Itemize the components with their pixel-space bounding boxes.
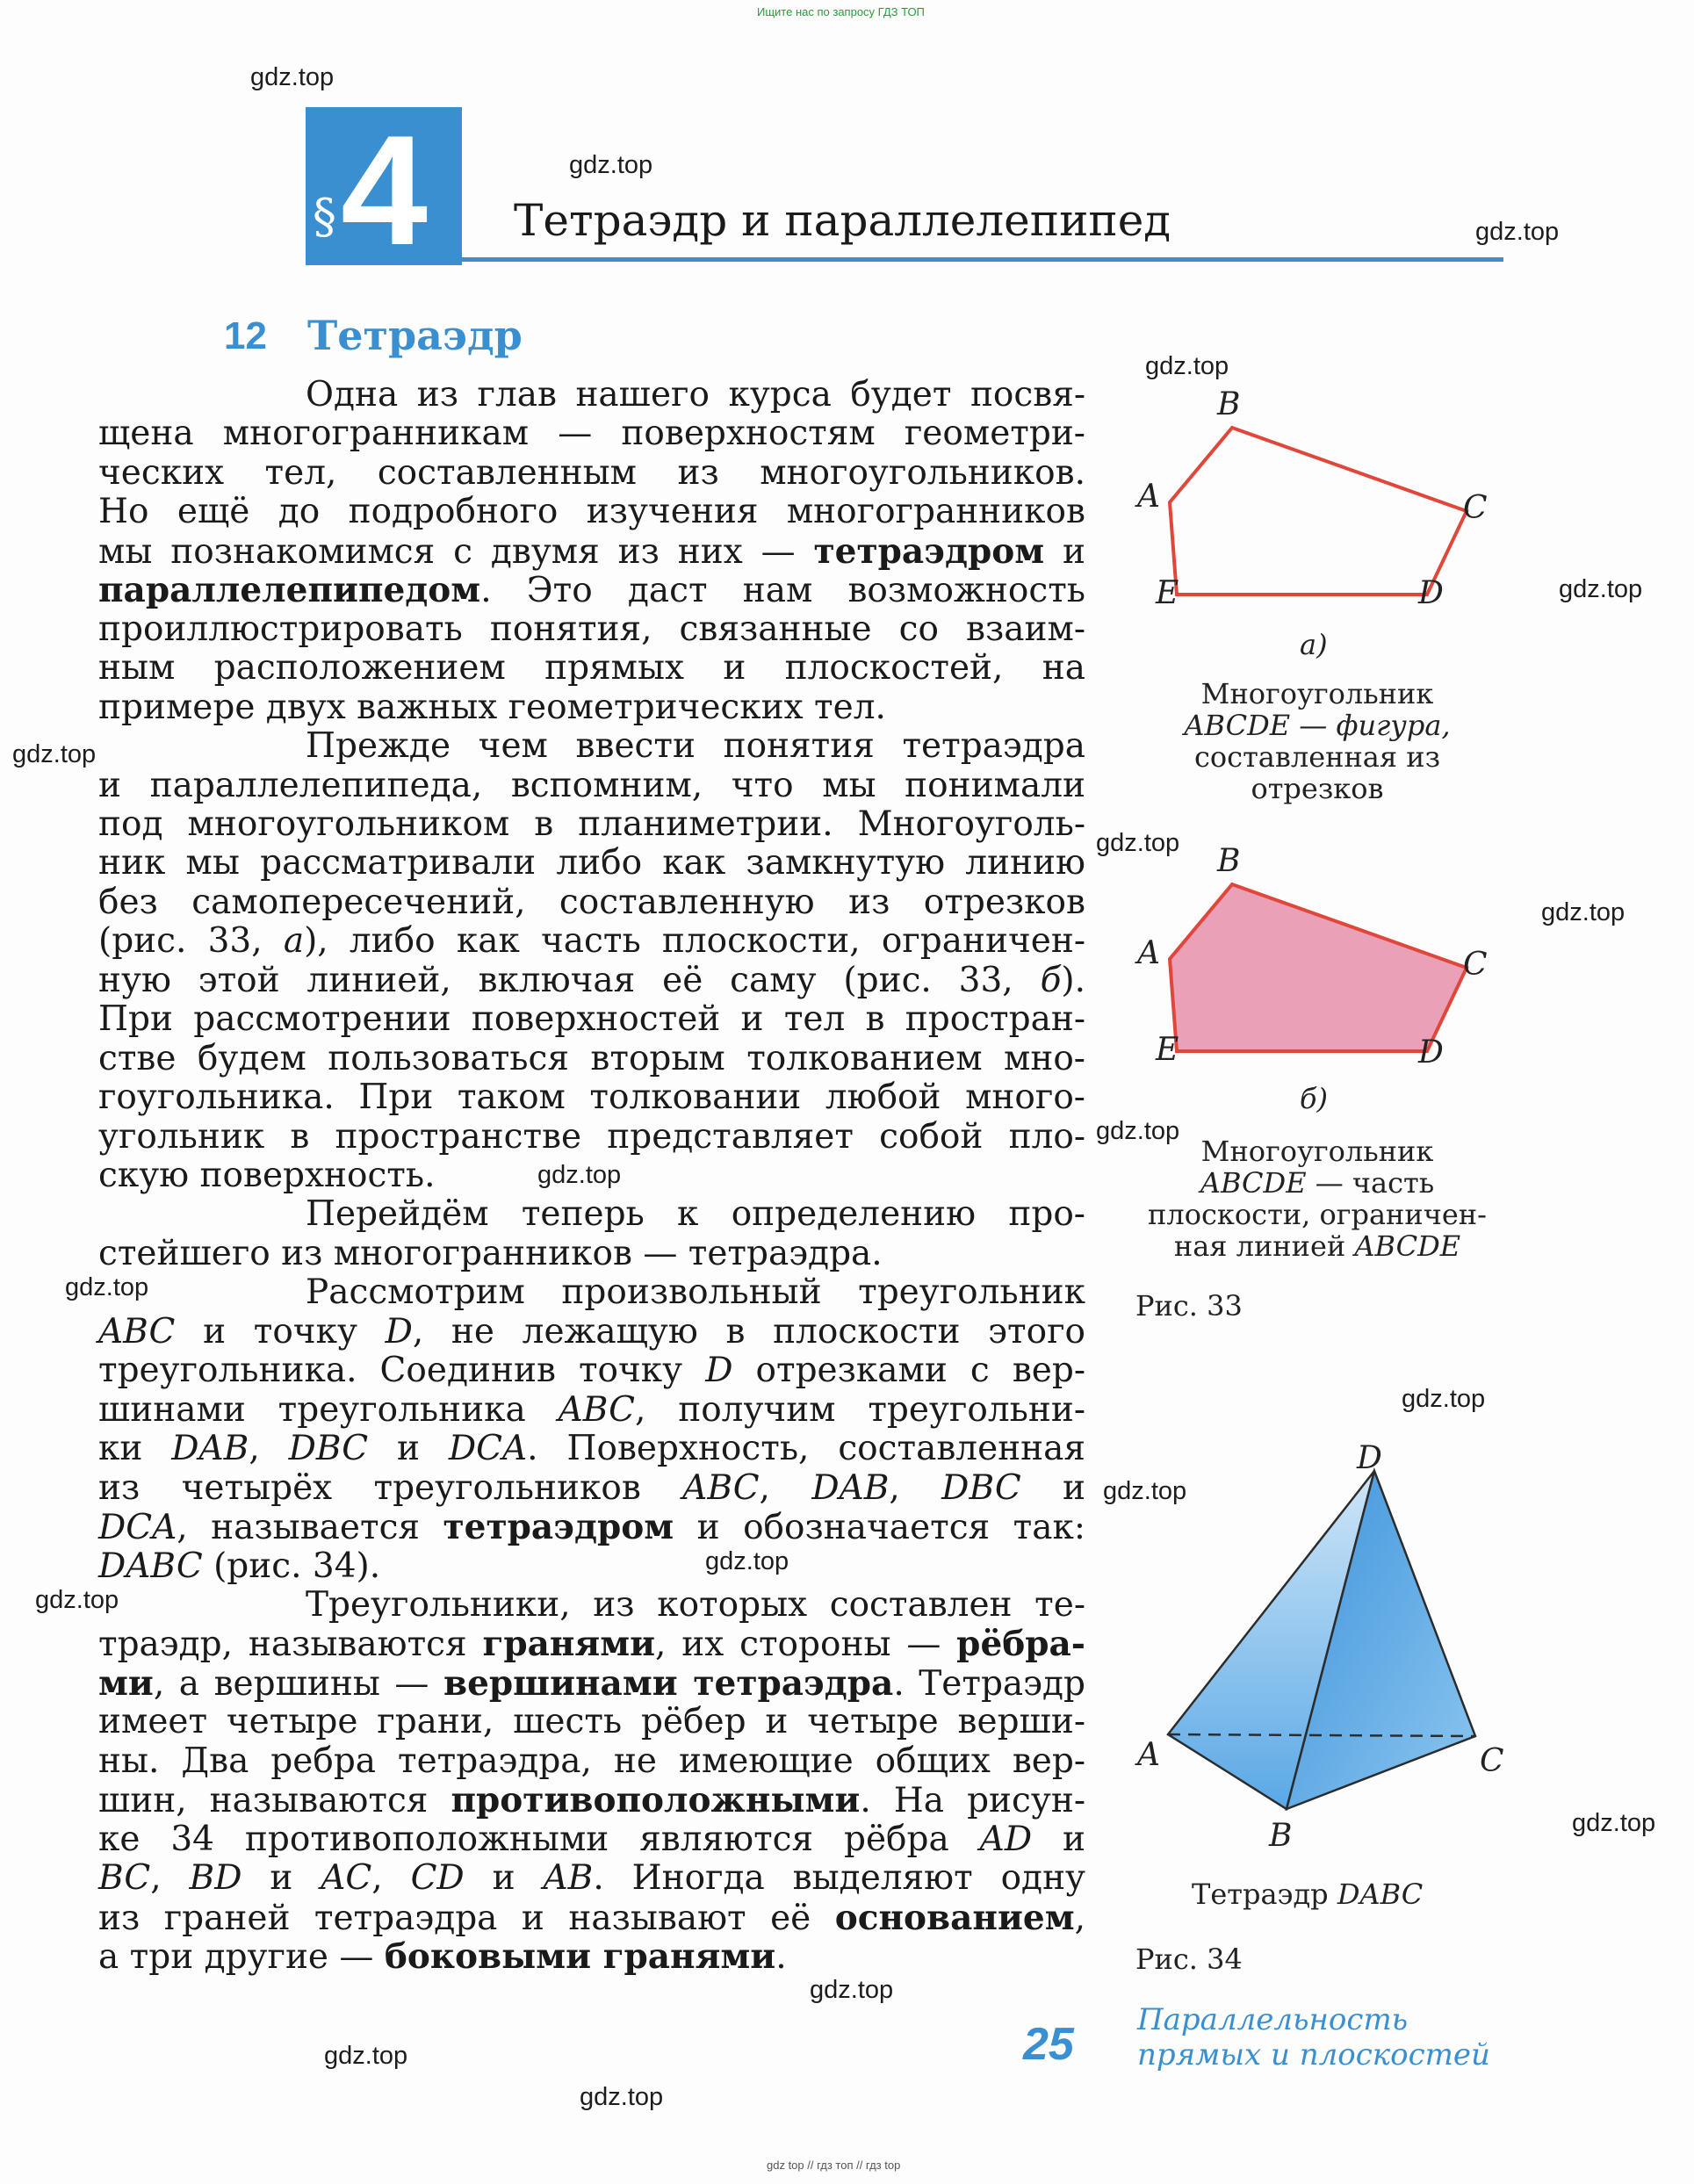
body-text-line xyxy=(98,1000,1085,1039)
section-title: Тетраэдр xyxy=(307,312,523,359)
body-text-line xyxy=(98,1235,1085,1273)
vertex-label-a: A xyxy=(1137,479,1160,515)
page-number: 25 xyxy=(1023,2019,1074,2070)
body-text-run: и xyxy=(241,1858,321,1899)
body-text-run: ABC xyxy=(682,1467,760,1508)
body-text-run: , xyxy=(150,1858,190,1899)
body-text-run: основанием xyxy=(834,1897,1075,1938)
figure-33b-caption: Многоугольник ABCDE — часть плоскости, ограничен- ная линией ABCDE xyxy=(1148,1135,1487,1263)
vertex-label-c: C xyxy=(1463,490,1488,526)
body-text-run: вершинами тетраэдра xyxy=(443,1662,894,1704)
watermark: gdz.top xyxy=(1145,352,1229,380)
body-text-run: боковыми гранями xyxy=(384,1936,776,1977)
watermark: gdz.top xyxy=(1541,898,1626,926)
vertex-label-b: B xyxy=(1269,1818,1293,1854)
body-text-run: DAB xyxy=(811,1467,890,1508)
vertex-label-a: A xyxy=(1137,1737,1160,1773)
body-text-run: Треугольники, из которых составлен те- xyxy=(306,1584,1085,1625)
vertex-label-c: C xyxy=(1463,947,1488,983)
body-text-run: , их стороны — xyxy=(655,1625,957,1665)
body-text-run: (рис. 33, xyxy=(98,921,284,962)
body-text-run: D xyxy=(385,1311,413,1351)
body-text-run: а xyxy=(283,921,305,962)
body-text-line xyxy=(98,1078,1085,1117)
body-text-run: противоположными xyxy=(451,1780,861,1821)
body-text-run: и точку xyxy=(175,1311,386,1351)
watermark: gdz.top xyxy=(569,151,653,179)
body-text-run: . Поверхность, составленная xyxy=(527,1429,1085,1469)
body-text-run: , xyxy=(1074,1898,1085,1938)
body-text-run: тетраэдром xyxy=(813,530,1045,572)
body-text-line xyxy=(306,1586,1085,1625)
body-text-run: и xyxy=(1032,1819,1086,1859)
body-text-run: . Это даст нам возможность xyxy=(480,571,1085,611)
bottom-banner: gdz top // гдз топ // гдз top xyxy=(767,2159,901,2172)
body-text-run: , xyxy=(249,1429,289,1469)
body-text-run: , xyxy=(759,1467,812,1508)
body-text-run: Рассмотрим произвольный треугольник xyxy=(306,1272,1085,1313)
body-text-run: ABC xyxy=(558,1389,635,1430)
body-text-run: без самопересечений, составленную из отрезков xyxy=(98,882,1085,922)
body-text-run: Прежде чем ввести понятия тетраэдра xyxy=(306,726,1085,767)
body-text-line xyxy=(98,962,1085,1000)
body-text-run: ную этой линией, включая её саму (рис. 33, xyxy=(98,960,1041,1000)
watermark: gdz.top xyxy=(705,1547,789,1575)
body-text-run: рёбра- xyxy=(956,1624,1085,1665)
body-text-line xyxy=(98,571,1085,609)
watermark: gdz.top xyxy=(580,2083,664,2111)
body-text-line xyxy=(98,1547,1085,1586)
watermark: gdz.top xyxy=(35,1586,119,1614)
body-text-line xyxy=(98,414,1085,453)
body-text-line xyxy=(306,1195,1085,1234)
figure-34-caption: Тетраэдр DABC xyxy=(1192,1878,1424,1911)
watermark: gdz.top xyxy=(1475,218,1560,246)
body-text-run: Перейдём теперь к определению про- xyxy=(306,1194,1085,1235)
body-text-line xyxy=(98,1313,1085,1351)
body-text-run: тетраэдром xyxy=(443,1507,674,1548)
body-text-run: BC xyxy=(98,1858,151,1899)
body-text-line xyxy=(306,727,1085,766)
footer-chapter-line2: прямых и плоскостей xyxy=(1137,2037,1490,2072)
body-text-line xyxy=(98,1899,1085,1937)
figure-33a-caption: Многоугольник ABCDE — фигура, составленная из отрезков xyxy=(1184,677,1451,805)
vertex-label-a: A xyxy=(1137,935,1160,971)
watermark: gdz.top xyxy=(810,1976,894,2004)
body-text-line xyxy=(98,767,1085,805)
body-text-run: . Тетраэдр xyxy=(893,1663,1085,1704)
body-text-run: ным расположением прямых и плоскостей, на xyxy=(98,648,1085,688)
body-text-run: и xyxy=(1044,531,1085,572)
vertex-label-e: E xyxy=(1156,575,1179,611)
body-text-run: . xyxy=(775,1937,787,1977)
body-text-run: гоугольника. При таком толковании любой много- xyxy=(98,1078,1085,1118)
body-text-run: и xyxy=(464,1858,544,1899)
paragraph-sign: § xyxy=(313,189,336,244)
vertex-label-e: E xyxy=(1156,1032,1179,1068)
body-text-run: DCA xyxy=(448,1429,528,1469)
body-text-line xyxy=(98,1625,1085,1663)
body-text-line xyxy=(98,688,1085,727)
body-text-line xyxy=(306,376,1085,414)
body-text-run: AD xyxy=(979,1819,1033,1859)
body-text-run: б xyxy=(1040,960,1062,1000)
body-text-line xyxy=(98,883,1085,922)
chapter-title: Тетраэдр и параллелепипед xyxy=(514,195,1171,246)
body-text-run: угольник в пространстве представляет собой пло- xyxy=(98,1116,1085,1157)
body-text-run: и xyxy=(1020,1467,1086,1508)
body-text-run: мы познакомимся с двумя из них — xyxy=(98,531,814,572)
body-text-run: , не лежащую в плоскости этого xyxy=(412,1311,1085,1351)
body-text-run: из четырёх треугольников xyxy=(98,1467,683,1508)
body-text-line xyxy=(98,1118,1085,1157)
body-text-line xyxy=(98,922,1085,961)
body-text-run: AB xyxy=(543,1858,594,1899)
vertex-label-d: D xyxy=(1418,575,1444,611)
vertex-label-b: B xyxy=(1217,386,1241,422)
body-text-line xyxy=(98,1781,1085,1820)
body-text-line xyxy=(98,844,1085,883)
body-text-run: стве будем пользоваться вторым толкованием мно- xyxy=(98,1038,1085,1078)
body-text-line xyxy=(98,1351,1085,1390)
body-text-run: а три другие — xyxy=(98,1937,385,1977)
body-text-run: ки xyxy=(98,1429,172,1469)
body-text-run: , получим треугольни- xyxy=(634,1389,1085,1430)
body-text-run: При рассмотрении поверхностей и тел в простран- xyxy=(98,999,1085,1040)
watermark: gdz.top xyxy=(537,1161,622,1189)
figure-33a-sublabel: а) xyxy=(1300,628,1328,661)
polygon-outline xyxy=(1170,428,1467,595)
body-text-run: щена многогранникам — поверхностям геометри- xyxy=(98,414,1085,454)
body-text-run: DCA xyxy=(98,1508,177,1548)
watermark: gdz.top xyxy=(1103,1477,1187,1505)
body-text-run: треугольника. Соединив точку xyxy=(98,1351,706,1391)
body-text-line xyxy=(98,610,1085,649)
watermark: gdz.top xyxy=(1402,1385,1486,1413)
body-text-run: ник мы рассматривали либо как замкнутую линию xyxy=(98,843,1085,883)
body-text-line xyxy=(98,1820,1085,1859)
body-text-run: ABC xyxy=(98,1311,176,1351)
chapter-number: 4 xyxy=(341,103,428,278)
body-text-run: ческих тел, составленным из многоугольников. xyxy=(98,452,1085,493)
body-text-run: ны. Два ребра тетраэдра, не имеющие общих вер- xyxy=(98,1741,1085,1781)
body-text-run: ), либо как часть плоскости, ограничен- xyxy=(304,921,1085,962)
body-text-run: параллелепипедом xyxy=(98,570,481,611)
body-text-run: . Иногда выделяют одну xyxy=(593,1858,1086,1899)
body-text-run: ке 34 противоположными являются рёбра xyxy=(98,1819,980,1859)
body-text-line xyxy=(98,1859,1085,1898)
body-text-line xyxy=(98,454,1085,493)
body-text-run: гранями xyxy=(482,1624,656,1665)
body-text-line xyxy=(306,1273,1085,1312)
vertex-label-d: D xyxy=(1418,1034,1444,1070)
body-text-line xyxy=(98,493,1085,531)
body-text-run: шин, называются xyxy=(98,1781,451,1821)
body-text-run: под многоугольником в планиметрии. Многоуголь- xyxy=(98,804,1085,844)
figure-34-label: Рис. 34 xyxy=(1135,1943,1243,1976)
body-text-run: , xyxy=(889,1467,942,1508)
body-text-line xyxy=(98,1703,1085,1741)
body-text-line xyxy=(98,1508,1085,1546)
body-text-run: траэдр, называются xyxy=(98,1625,483,1665)
vertex-label-b: B xyxy=(1217,843,1241,879)
body-text-line xyxy=(98,1937,1085,1976)
body-text-run: DABC xyxy=(98,1546,203,1586)
body-text-line xyxy=(98,1391,1085,1430)
top-banner: Ищите нас по запросу ГДЗ ТОП xyxy=(757,5,925,18)
body-text-run: имеет четыре грани, шесть рёбер и четыре верши- xyxy=(98,1702,1085,1742)
figure-33b-polygon xyxy=(1133,869,1502,1071)
body-text-run: ). xyxy=(1061,960,1085,1000)
watermark: gdz.top xyxy=(1096,829,1180,857)
body-text-run: Но ещё до подробного изучения многогранников xyxy=(98,492,1085,532)
body-text-run: BD xyxy=(189,1858,242,1899)
footer-chapter-line1: Параллельность xyxy=(1137,2002,1409,2037)
watermark: gdz.top xyxy=(250,63,335,91)
body-text-run: Одна из глав нашего курса будет посвя- xyxy=(306,375,1085,414)
body-text-run: стейшего из многогранников — тетраэдра. xyxy=(98,1233,883,1273)
body-text-run: . На рисун- xyxy=(860,1781,1085,1821)
body-text-run: и параллелепипеда, вспомним, что мы понимали xyxy=(98,765,1085,805)
body-text-line xyxy=(98,1469,1085,1508)
watermark: gdz.top xyxy=(324,2042,408,2070)
chapter-underline xyxy=(462,257,1503,262)
body-text-line xyxy=(98,1664,1085,1703)
body-text-run: , а вершины — xyxy=(153,1663,443,1704)
body-text-run: отрезками с вер- xyxy=(732,1351,1085,1391)
body-text-line xyxy=(98,1430,1085,1468)
body-text-line xyxy=(98,805,1085,844)
body-text-run: скую поверхность. xyxy=(98,1156,436,1195)
body-text-run: из граней тетраэдра и называют её xyxy=(98,1898,835,1938)
figure-33-label: Рис. 33 xyxy=(1135,1289,1243,1323)
body-text-line xyxy=(98,532,1085,571)
body-text-run: DAB xyxy=(171,1429,249,1469)
body-text-run: шинами треугольника xyxy=(98,1389,559,1430)
body-text-run: и обозначается так: xyxy=(674,1508,1085,1548)
figure-33b-sublabel: б) xyxy=(1300,1082,1329,1115)
body-text-line xyxy=(98,1040,1085,1078)
body-text-run: DBC xyxy=(288,1429,369,1469)
body-text-run: D xyxy=(705,1351,733,1391)
body-text-run: , называется xyxy=(177,1508,443,1548)
body-text-run: примере двух важных геометрических тел. xyxy=(98,687,886,727)
body-text-run: DBC xyxy=(941,1467,1021,1508)
polygon-filled xyxy=(1170,884,1467,1051)
body-text-line xyxy=(98,649,1085,688)
vertex-label-d: D xyxy=(1357,1440,1382,1476)
section-number: 12 xyxy=(224,314,267,357)
body-text-run: (рис. 34). xyxy=(202,1546,381,1586)
watermark: gdz.top xyxy=(1559,575,1643,603)
body-text-run: , xyxy=(371,1858,411,1899)
body-text-run: CD xyxy=(410,1858,465,1899)
watermark: gdz.top xyxy=(65,1273,149,1301)
watermark: gdz.top xyxy=(12,740,97,768)
body-text-run: и xyxy=(368,1429,449,1469)
body-text-run: AC xyxy=(321,1858,372,1899)
watermark: gdz.top xyxy=(1096,1117,1180,1145)
body-text-line xyxy=(98,1742,1085,1781)
body-text-line xyxy=(98,1157,1085,1195)
body-text-run: ми xyxy=(98,1662,154,1704)
body-text-run: проиллюстрировать понятия, связанные со взаим- xyxy=(98,609,1085,649)
figure-34-tetrahedron xyxy=(1150,1453,1502,1831)
figure-33a-polygon xyxy=(1133,413,1502,615)
vertex-label-c: C xyxy=(1480,1743,1504,1779)
watermark: gdz.top xyxy=(1572,1809,1656,1837)
